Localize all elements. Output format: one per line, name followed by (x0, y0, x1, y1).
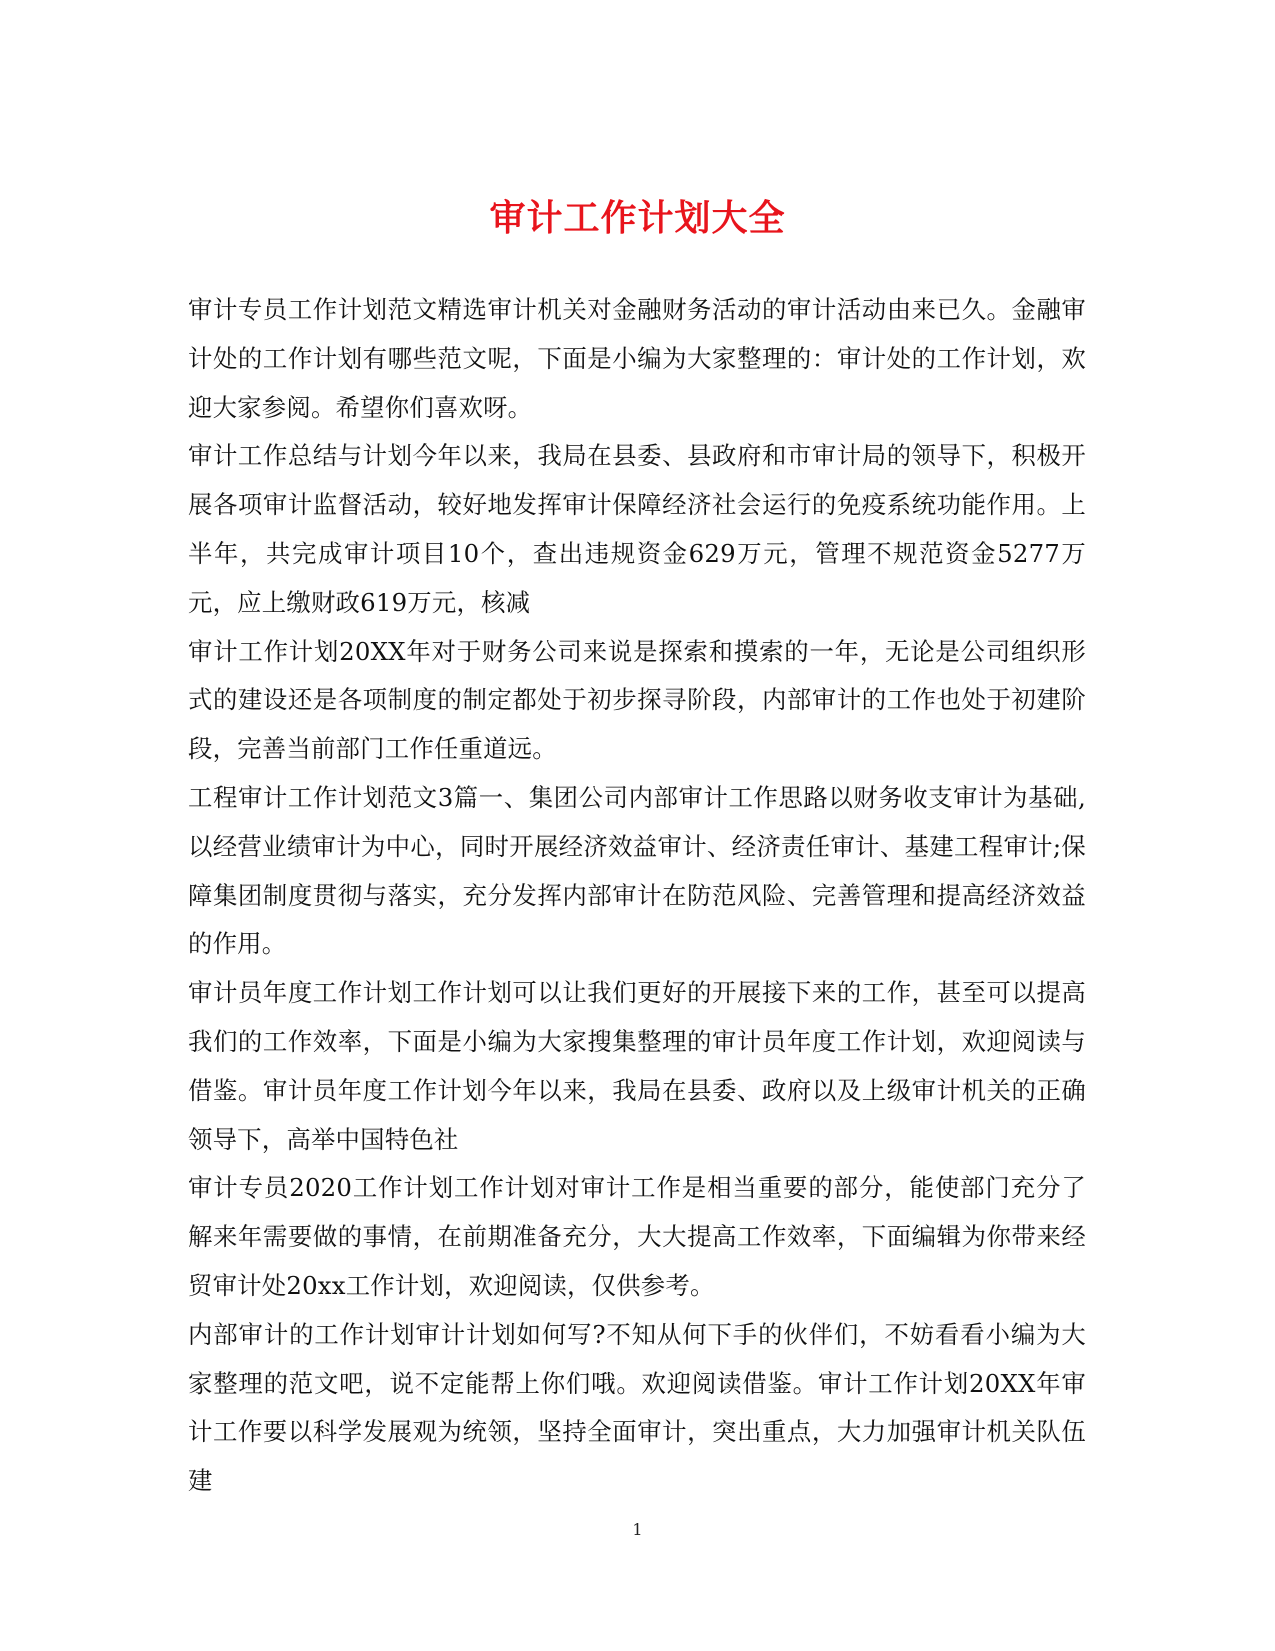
page-number: 1 (632, 1520, 643, 1539)
document-title: 审计工作计划大全 (489, 197, 786, 240)
paragraph-1: 审计专员工作计划范文精选审计机关对金融财务活动的审计活动由来已久。金融审计处的工作计划有哪些范文呢，下面是小编为大家整理的：审计处的工作计划，欢迎大家参阅。希望你们喜欢呀。 (188, 295, 1086, 422)
paragraph-3: 审计工作计划20XX年对于财务公司来说是探索和摸索的一年，无论是公司组织形式的建设还是各项制度的制定都处于初步探寻阶段，内部审计的工作也处于初建阶段，完善当前部门工作任重道远。 (188, 636, 1086, 764)
document-body (188, 286, 1086, 1506)
paragraph-5: 审计员年度工作计划工作计划可以让我们更好的开展接下来的工作，甚至可以提高我们的工作效率，下面是小编为大家搜集整理的审计员年度工作计划，欢迎阅读与借鉴。审计员年度工作计划今年以来，我局在县委、政府以及上级审计机关的正确领导下，高举中国特色社 (188, 978, 1086, 1154)
paragraph-7: 内部审计的工作计划审计计划如何写?不知从何下手的伙伴们，不妨看看小编为大家整理的范文吧，说不定能帮上你们哦。欢迎阅读借鉴。审计工作计划20XX年审计工作要以科学发展观为统领，坚持全面审计，突出重点，大力加强审计机关队伍建 (188, 1319, 1086, 1496)
paragraph-6: 审计专员2020工作计划工作计划对审计工作是相当重要的部分，能使部门充分了解来年需要做的事情，在前期准备充分，大大提高工作效率，下面编辑为你带来经贸审计处20xx工作计划，欢迎阅读，仅供参考。 (188, 1173, 1086, 1300)
paragraph-4: 工程审计工作计划范文3篇一、集团公司内部审计工作思路以财务收支审计为基础,以经营业绩审计为中心，同时开展经济效益审计、经济责任审计、基建工程审计;保障集团制度贯彻与落实，充分发挥内部审计在防范风险、完善管理和提高经济效益的作用。 (188, 782, 1086, 959)
paragraph-2: 审计工作总结与计划今年以来，我局在县委、县政府和市审计局的领导下，积极开展各项审计监督活动，较好地发挥审计保障经济社会运行的免疫系统功能作用。上半年，共完成审计项目10个，查出违规资金629万元，管理不规范资金5277万元，应上缴财政619万元，核减 (188, 441, 1086, 617)
